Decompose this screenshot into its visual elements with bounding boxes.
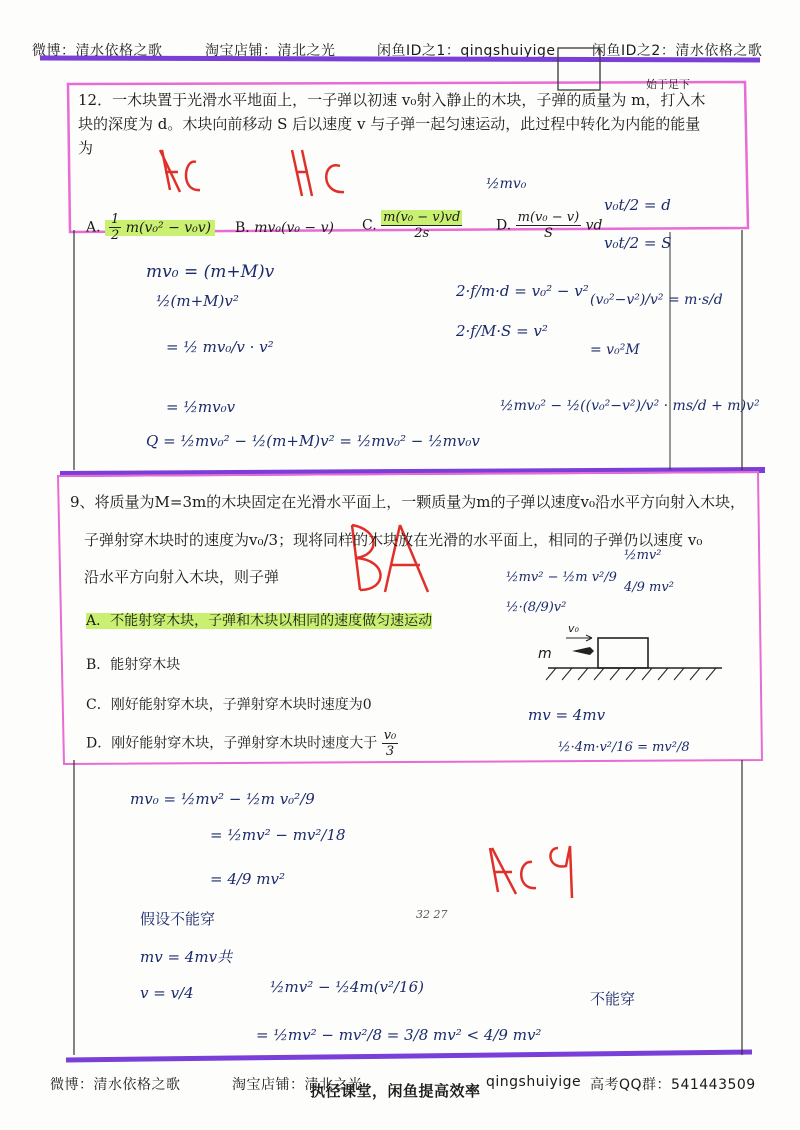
option-a-highlight: $\frac{1}{2}$ m(v₀² − v₀v) — [105, 220, 215, 236]
hand-note-24: mv = 4mv共 — [140, 948, 233, 966]
q12-option-c[interactable]: C. $\frac{\text{m(v₀ − v)vd}}{2s}$ — [362, 210, 461, 241]
hand-note-29: 32 27 — [416, 908, 448, 921]
hand-note-4: = ½mv₀v — [166, 398, 236, 416]
hand-note-16: ½mv² — [624, 548, 662, 563]
hand-note-25: v = v/4 — [140, 984, 194, 1002]
hand-note-26: ½mv² − ½4m(v²/16) — [270, 978, 424, 996]
footer-taobao: 淘宝店铺：清北之光 — [232, 1077, 363, 1093]
hand-note-13: ½mv₀ — [486, 176, 527, 192]
hand-note-19: ½·4m·v²/16 = mv²/8 — [558, 740, 690, 755]
q12-option-a[interactable]: A. $\frac{1}{2}$ m(v₀² − v₀v) — [86, 212, 215, 243]
hand-note-17: 4/9 mv² — [624, 580, 674, 595]
hand-note-21: = ½mv² − mv²/18 — [210, 826, 346, 844]
hand-note-28: 不能穿 — [590, 990, 636, 1008]
footer-motto: 执径课堂，闲鱼提高效率 — [310, 1082, 481, 1100]
q12-option-b[interactable]: B. mv₀(v₀ − v) — [235, 220, 334, 236]
q9-option-d[interactable]: D．刚好能射穿木块，子弹射穿木块时速度大于 $\frac{\text{v₀}}{3}$ — [86, 728, 397, 759]
hand-note-12: v₀t/2 = S — [604, 234, 672, 252]
diagram-bullet — [572, 647, 594, 655]
q9-option-a[interactable]: A．不能射穿木块，子弹和木块以相同的速度做匀速运动 — [86, 613, 433, 629]
hand-note-10: ½mv₀² − ½((v₀²−v²)/v² · ms/d + m)v² — [500, 398, 760, 414]
hand-note-27: = ½mv² − mv²/8 = 3/8 mv² < 4/9 mv² — [256, 1026, 542, 1044]
header-weibo: 微博：清水依格之歌 — [32, 43, 163, 59]
header-taobao: 淘宝店铺：清北之光 — [205, 43, 336, 59]
hand-note-1: mv₀ = (m+M)v — [146, 262, 275, 282]
q9-line-1: 9、将质量为M=3m的木块固定在光滑水平面上，一颗质量为m的子弹以速度v₀沿水平方向射入木块， — [70, 493, 745, 511]
q9-line-3: 沿水平方向射入木块，则子弹 — [84, 568, 280, 586]
hand-note-23: 假设不能穿 — [140, 910, 216, 928]
option-c-numerator: m(v₀ − v)vd — [383, 210, 461, 225]
hand-note-2: ½(m+M)v² — [156, 292, 239, 310]
footer-weibo: 微博：清水依格之歌 — [50, 1077, 181, 1093]
q12-option-d[interactable]: D. $\frac{\text{m(v₀ − v)}}{S}$ vd — [496, 210, 603, 241]
hand-note-7: 2·f/M·S = v² — [456, 322, 548, 340]
hand-note-15: ½·(8/9)v² — [506, 600, 567, 615]
hand-note-8: (v₀²−v²)/v² = m·s/d — [590, 292, 723, 308]
hand-note-5: Q = ½mv₀² − ½(m+M)v² = ½mv₀² − ½mv₀v — [146, 432, 480, 450]
q12-line-2: 块的深度为 d。木块向前移动 S 后以速度 v 与子弹一起匀速运动，此过程中转化为内能的能量 — [78, 115, 701, 133]
option-a-expression: m(v₀² − v₀v) — [125, 219, 212, 236]
hand-note-11: v₀t/2 = d — [604, 196, 671, 214]
hand-note-22: = 4/9 mv² — [210, 870, 285, 888]
hand-note-6: 2·f/m·d = v₀² − v² — [456, 282, 589, 300]
header-xianyu-1: 闲鱼ID之1：qingshuiyige — [377, 43, 556, 59]
purple-marker-bottom — [66, 1052, 752, 1060]
option-b-expression: mv₀(v₀ − v) — [254, 220, 334, 236]
header-xianyu-2: 闲鱼ID之2：清水依格之歌 — [592, 43, 763, 59]
hand-note-14: ½mv² − ½m v²/9 — [506, 570, 617, 585]
diagram-velocity-label: v₀ — [568, 622, 579, 635]
red-side-mark — [490, 848, 516, 894]
hand-note-20: mv₀ = ½mv² − ½m v₀²/9 — [130, 790, 315, 808]
diagram-block — [598, 638, 648, 668]
corner-note: 始于足下 — [646, 78, 690, 91]
q9-option-b[interactable]: B．能射穿木块 — [86, 657, 181, 673]
hand-note-3: = ½ mv₀/v · v² — [166, 338, 274, 356]
purple-marker-middle — [60, 470, 765, 474]
hand-note-9: = v₀²M — [590, 342, 640, 358]
footer-qq-group: 高考QQ群：541443509 — [590, 1077, 756, 1093]
q9-option-c[interactable]: C．刚好能射穿木块，子弹射穿木块时速度为0 — [86, 697, 372, 713]
diagram-mass-label: m — [538, 646, 552, 662]
question-12 — [78, 88, 748, 160]
q12-line-1: 12．一木块置于光滑水平地面上，一子弹以初速 v₀射入静止的木块，子弹的质量为 m，打入木 — [78, 91, 706, 109]
hand-note-18: mv = 4mv — [528, 706, 606, 724]
footer-xianyu: qingshuiyige — [486, 1074, 582, 1090]
q9-line-2: 子弹射穿木块时的速度为v₀/3；现将同样的木块放在光滑的水平面上，相同的子弹仍以速度 v₀ — [84, 530, 703, 549]
q12-line-3: 为 — [78, 139, 94, 157]
